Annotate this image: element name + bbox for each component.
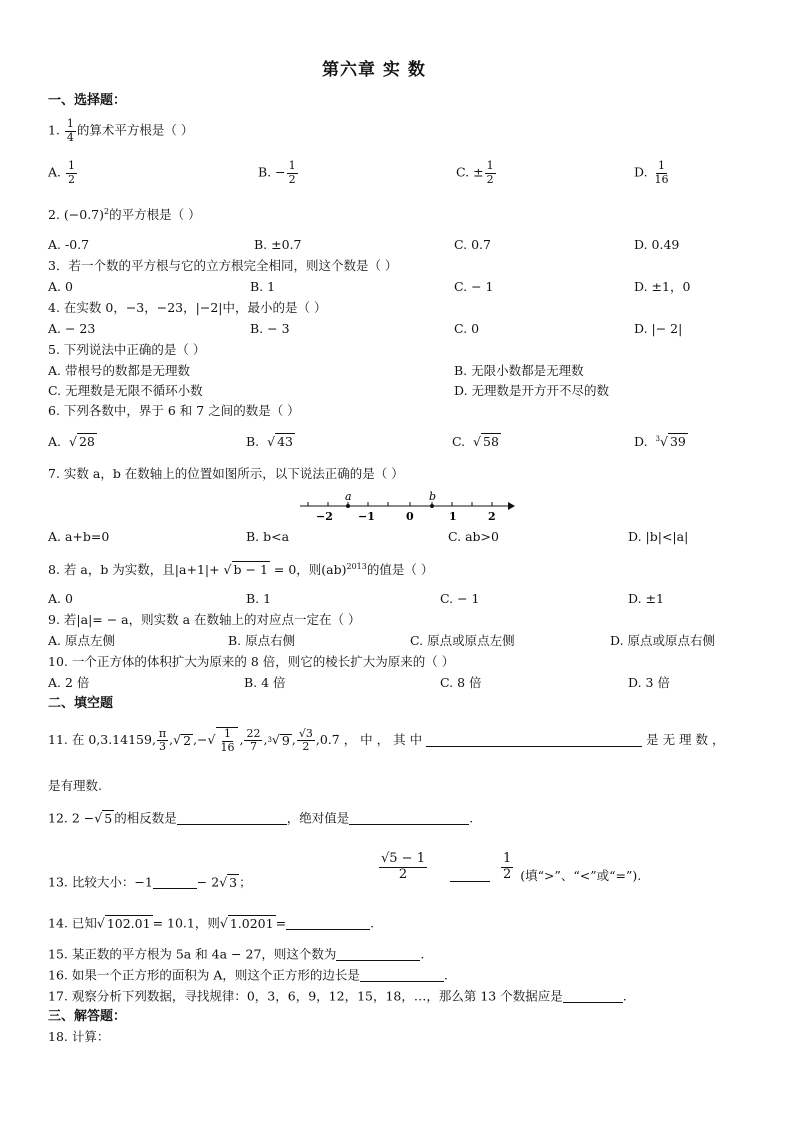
question-12: 12. 2 −√ 5 的相反数是 ，绝对值是 . [48,810,474,826]
q12-blank-absolute[interactable] [349,812,469,825]
q5-option-c[interactable]: C. 无理数是无限不循环小数 [48,383,203,398]
q2-option-c[interactable]: C. 0.7 [454,237,491,252]
q5-option-a[interactable]: A. 带根号的数都是无理数 [48,363,190,378]
q10-option-d[interactable]: D. 3 倍 [628,675,670,690]
section-heading-solve: 三、解答题： [48,1009,127,1024]
question-11: 11. 在 0,3.14159, $\frac{\pi}{3}$ ,√ 2 ,− √ $\frac{1}{16}$ , $\frac{22}{7}$ , 3 √ 9 , $\frac{√3}{2}$ ,0.7 ， 中 ， 其 中 是 无 理 数 ， [48,726,725,754]
question-15: 15. 某正数的平方根为 5a 和 4a − 27，则这个数为 . [48,946,425,962]
q8-option-b[interactable]: B. 1 [246,591,272,606]
question-2: 2. $(-0.7)^2$的平方根是（ ） [48,207,201,223]
q4-option-a[interactable]: A. − 23 [48,321,96,336]
q7-option-b[interactable]: B. b<a [246,529,290,544]
q1-option-b[interactable]: B. − $\frac{1}{2}$ [258,159,296,186]
number-line-arrow [508,502,515,510]
q8-option-d[interactable]: D. ±1 [628,591,664,606]
question-5: 5. 下列说法中正确的是（ ） [48,342,206,357]
tick-label: 1 [449,510,457,523]
q10-option-a[interactable]: A. 2 倍 [48,675,90,690]
question-10: 10. 一个正方体的体积扩大为原来的 8 倍，则它的棱长扩大为原来的（ ） [48,654,455,669]
point-a [346,504,350,508]
q1-option-a[interactable]: A. $\frac{1}{2}$ [48,159,75,186]
q4-option-b[interactable]: B. − 3 [250,321,290,336]
number-line-ticks [308,502,492,506]
q5-option-d[interactable]: D. 无理数是开方开不尽的数 [454,383,610,398]
tick-label: 2 [488,510,496,523]
q1-number: 1. [48,122,60,138]
q6-option-a[interactable]: A. √ 28 [48,434,95,449]
q13-blank-2[interactable] [450,869,490,882]
question-8: 8. 若 a，b 为实数，且|a+1|+ √ b − 1 = 0，则(ab)$^{2013}$的值是（ ） [48,562,434,578]
question-13: 13. 比较大小：−1 − 2√ 3 ； [48,874,252,890]
point-b [430,504,434,508]
question-1 [48,118,193,144]
label-a: a [345,490,352,503]
q3-option-d[interactable]: D. ±1，0 [634,279,691,294]
q1-option-d[interactable]: D. $\frac{1}{16}$ [634,159,669,186]
tick-label: 0 [406,510,414,523]
question-18: 18. 计算： [48,1029,110,1044]
q2-option-a[interactable]: A. -0.7 [48,237,90,252]
q3-option-a[interactable]: A. 0 [48,279,73,294]
q3-option-b[interactable]: B. 1 [250,279,276,294]
question-6: 6. 下列各数中，界于 6 和 7 之间的数是（ ） [48,403,300,418]
question-14: 14. 已知√ 102.01 = 10.1，则√ 1.0201 = . [48,915,375,931]
q6-option-b[interactable]: B. √ 43 [246,434,293,449]
label-b: b [429,490,437,503]
q9-option-c[interactable]: C. 原点或原点左侧 [410,633,515,648]
question-17: 17. 观察分析下列数据，寻找规律：0，3，6，9，12，15，18，…，那么第 13 个数据应是 . [48,988,627,1004]
q9-option-b[interactable]: B. 原点右侧 [228,633,296,648]
q10-option-b[interactable]: B. 4 倍 [244,675,286,690]
q7-option-d[interactable]: D. |b|<|a| [628,529,689,544]
question-3: 3．若一个数的平方根与它的立方根完全相同，则这个数是（ ） [48,258,398,273]
q4-option-c[interactable]: C. 0 [454,321,480,336]
q7-option-a[interactable]: A. a+b=0 [48,529,110,544]
tick-label: −2 [316,510,333,523]
section-heading-fill: 二、填空题 [48,696,114,711]
number-line-figure [296,490,516,524]
q3-option-c[interactable]: C. − 1 [454,279,494,294]
q8-option-c[interactable]: C. − 1 [440,591,480,606]
q9-option-d[interactable]: D. 原点或原点右侧 [610,633,716,648]
q6-option-d[interactable]: D. $^3$√ 39 [634,434,686,450]
q2-option-d[interactable]: D. 0.49 [634,237,680,252]
page-title: 第六章 实 数 [322,60,426,80]
q13-part2: $\frac{√5 - 1}{2}$ $\frac{1}{2}$ (填“>”、“<”或“=”). [381,851,642,884]
question-7: 7. 实数 a，b 在数轴上的位置如图所示，以下说法正确的是（ ） [48,466,404,481]
q9-option-a[interactable]: A. 原点左侧 [48,633,115,648]
q11-line2: 是有理数. [48,778,102,793]
q15-answer-blank[interactable] [336,948,420,961]
q7-option-c[interactable]: C. ab>0 [448,529,499,544]
q5-option-b[interactable]: B. 无限小数都是无理数 [454,363,584,378]
q16-answer-blank[interactable] [360,969,444,982]
q1-option-c[interactable]: C. ± $\frac{1}{2}$ [456,159,494,186]
q11-answer-blank[interactable] [426,734,642,747]
question-4: 4. 在实数 0，−3，−23，|−2|中，最小的是（ ） [48,300,327,315]
q1-fraction: $\frac{1}{4}$ [66,117,74,144]
q1-stem: 的算术平方根是（ ） [76,122,194,138]
q10-option-c[interactable]: C. 8 倍 [440,675,482,690]
q8-option-a[interactable]: A. 0 [48,591,73,606]
q6-option-c[interactable]: C. √ 58 [452,434,499,449]
q4-option-d[interactable]: D. |− 2| [634,321,683,336]
q12-blank-opposite[interactable] [177,812,287,825]
question-9: 9. 若|a|= − a，则实数 a 在数轴上的对应点一定在（ ） [48,612,361,627]
q14-answer-blank[interactable] [286,917,370,930]
q17-answer-blank[interactable] [563,990,623,1003]
section-heading-choice: 一、选择题： [48,93,127,108]
tick-label: −1 [358,510,375,523]
q13-blank-1[interactable] [153,876,197,889]
question-16: 16. 如果一个正方形的面积为 A，则这个正方形的边长是 . [48,967,448,983]
q2-option-b[interactable]: B. ±0.7 [254,237,302,252]
